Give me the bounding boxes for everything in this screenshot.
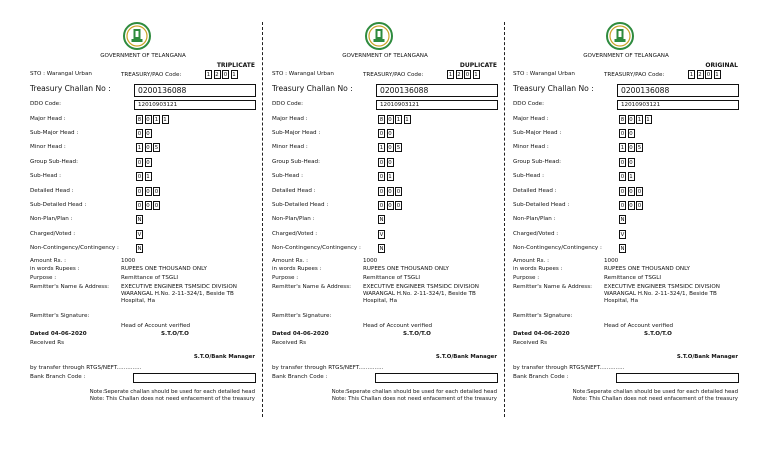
head-digit-box: 0 bbox=[154, 189, 159, 195]
head-label: Non-Plan/Plan : bbox=[272, 216, 315, 222]
challan-copy bbox=[508, 18, 744, 418]
head-code-boxes bbox=[378, 230, 387, 239]
head-digit-box: 1 bbox=[163, 117, 167, 123]
head-digit-box: 1 bbox=[629, 174, 633, 180]
challan-copy bbox=[25, 18, 261, 418]
head-label: Sub-Head : bbox=[513, 173, 544, 179]
amount-words-label: in words Rupees : bbox=[30, 266, 80, 272]
head-label: Non-Plan/Plan : bbox=[30, 216, 73, 222]
remitter-label: Remitter's Name & Address: bbox=[30, 284, 110, 290]
code-digit-box: 1 bbox=[448, 72, 453, 78]
head-digit-box: 0 bbox=[379, 160, 384, 166]
head-digit-box: 0 bbox=[379, 131, 384, 137]
head-digit-box: 0 bbox=[379, 189, 384, 195]
code-digit-box: 2 bbox=[457, 72, 461, 78]
code-digit-box: 0 bbox=[223, 72, 228, 78]
transfer-text: by transfer through RTGS/NEFT.............. bbox=[30, 365, 142, 371]
head-digit-box: 0 bbox=[388, 145, 392, 151]
head-code-boxes bbox=[619, 201, 645, 210]
cut-line bbox=[504, 22, 505, 417]
head-label: Group Sub-Head: bbox=[30, 159, 78, 165]
remitter-address-line: WARANGAL H.No. 2-11-324/1, Beside TB bbox=[121, 291, 234, 297]
head-digit-box: 0 bbox=[379, 203, 384, 209]
dated-text: Dated 04-06-2020 bbox=[513, 331, 570, 337]
head-digit-box: 1 bbox=[396, 117, 401, 123]
remitter-address-line: Hospital, Ha bbox=[363, 298, 398, 304]
head-label: Minor Head : bbox=[30, 144, 66, 150]
amount-value: 1000 bbox=[363, 258, 378, 264]
head-verified-text: Head of Account verified bbox=[121, 323, 191, 329]
head-digit-box: 0 bbox=[629, 117, 633, 123]
head-digit-box: N bbox=[620, 246, 625, 252]
code-digit-box: 0 bbox=[706, 72, 711, 78]
head-label: Sub-Detailed Head : bbox=[272, 202, 329, 208]
treasury-code-label: TREASURY/PAO Code: bbox=[363, 72, 424, 78]
head-label: Major Head : bbox=[30, 116, 66, 122]
head-code-boxes bbox=[378, 201, 404, 210]
head-digit-box: 0 bbox=[396, 189, 401, 195]
remitter-address-line: EXECUTIVE ENGINEER TSMSIDC DIVISION bbox=[121, 284, 237, 290]
head-label: Sub-Major Head : bbox=[272, 130, 321, 136]
remitter-address-line: EXECUTIVE ENGINEER TSMSIDC DIVISION bbox=[604, 284, 720, 290]
head-digit-box: 0 bbox=[137, 203, 142, 209]
amount-words-value: RUPEES ONE THOUSAND ONLY bbox=[121, 266, 207, 272]
bank-manager-label: S.T.O/Bank Manager bbox=[676, 354, 738, 360]
head-label: Detailed Head : bbox=[30, 188, 74, 194]
head-digit-box: 1 bbox=[637, 117, 642, 123]
bank-branch-label: Bank Branch Code : bbox=[272, 374, 328, 380]
head-digit-box: 1 bbox=[646, 117, 650, 123]
bank-branch-box bbox=[133, 373, 256, 383]
note-enfacement: Note: This Challan does not need enfacement of the treasury bbox=[89, 396, 255, 402]
head-digit-box: 1 bbox=[405, 117, 409, 123]
challan-number-box: 0200136088 bbox=[376, 84, 498, 97]
sto-label: STO : Warangal Urban bbox=[272, 71, 334, 77]
head-digit-box: 0 bbox=[379, 174, 384, 180]
remitter-address-line: Hospital, Ha bbox=[604, 298, 639, 304]
bank-branch-label: Bank Branch Code : bbox=[30, 374, 86, 380]
head-label: Sub-Detailed Head : bbox=[513, 202, 570, 208]
amount-words-label: in words Rupees : bbox=[513, 266, 563, 272]
ddo-code-label: DDO Code: bbox=[30, 101, 62, 107]
amount-value: 1000 bbox=[121, 258, 136, 264]
note-separate-challan: Note:Seperate challan should be used for each detailed head bbox=[331, 389, 497, 395]
note-separate-challan: Note:Seperate challan should be used for each detailed head bbox=[89, 389, 255, 395]
challan-copy bbox=[267, 18, 503, 418]
telangana-emblem-icon bbox=[606, 22, 634, 50]
ddo-code-box: 12010903121 bbox=[617, 100, 739, 110]
head-label: Non-Contingency/Contingency : bbox=[272, 245, 361, 251]
head-digit-box: 0 bbox=[637, 189, 642, 195]
challan-number-label: Treasury Challan No : bbox=[30, 84, 111, 93]
purpose-label: Purpose : bbox=[30, 275, 57, 281]
head-digit-box: 0 bbox=[154, 203, 159, 209]
head-digit-box: 0 bbox=[146, 160, 150, 166]
sto-signature-label: S.T.O/T.O bbox=[403, 331, 431, 337]
head-digit-box: 0 bbox=[620, 174, 625, 180]
dated-text: Dated 04-06-2020 bbox=[30, 331, 87, 337]
treasury-code-boxes bbox=[447, 70, 481, 79]
head-code-boxes bbox=[136, 115, 170, 124]
head-digit-box: 0 bbox=[388, 160, 392, 166]
head-code-boxes bbox=[619, 215, 628, 224]
head-digit-box: 0 bbox=[396, 203, 401, 209]
head-code-boxes bbox=[136, 215, 145, 224]
head-code-boxes bbox=[136, 230, 145, 239]
copy-type-label: DUPLICATE bbox=[459, 62, 497, 69]
head-code-boxes bbox=[619, 187, 645, 196]
remitter-address-line: EXECUTIVE ENGINEER TSMSIDC DIVISION bbox=[363, 284, 479, 290]
head-code-boxes bbox=[136, 187, 162, 196]
head-verified-text: Head of Account verified bbox=[604, 323, 674, 329]
treasury-code-label: TREASURY/PAO Code: bbox=[121, 72, 182, 78]
code-digit-box: 1 bbox=[715, 72, 719, 78]
head-code-boxes bbox=[619, 172, 636, 181]
treasury-code-boxes bbox=[205, 70, 239, 79]
head-code-boxes bbox=[136, 129, 153, 138]
remitter-address-line: Hospital, Ha bbox=[121, 298, 156, 304]
head-label: Non-Contingency/Contingency : bbox=[513, 245, 602, 251]
sto-label: STO : Warangal Urban bbox=[30, 71, 92, 77]
head-digit-box: 0 bbox=[137, 174, 142, 180]
copy-type-label: ORIGINAL bbox=[705, 62, 738, 69]
head-digit-box: 0 bbox=[146, 189, 150, 195]
head-digit-box: 1 bbox=[154, 117, 159, 123]
amount-label: Amount Rs. : bbox=[513, 258, 550, 264]
head-label: Minor Head : bbox=[272, 144, 308, 150]
head-label: Sub-Head : bbox=[272, 173, 303, 179]
amount-label: Amount Rs. : bbox=[30, 258, 67, 264]
purpose-value: Remittance of TSGLI bbox=[121, 275, 178, 281]
code-digit-box: 1 bbox=[206, 72, 211, 78]
purpose-label: Purpose : bbox=[272, 275, 299, 281]
head-code-boxes bbox=[378, 115, 412, 124]
head-code-boxes bbox=[378, 244, 387, 253]
head-digit-box: 0 bbox=[388, 117, 392, 123]
head-digit-box: 0 bbox=[146, 117, 150, 123]
ddo-code-box: 12010903121 bbox=[376, 100, 498, 110]
amount-value: 1000 bbox=[604, 258, 619, 264]
purpose-value: Remittance of TSGLI bbox=[363, 275, 420, 281]
head-digit-box: 0 bbox=[629, 189, 633, 195]
ddo-code-label: DDO Code: bbox=[513, 101, 545, 107]
government-title: GOVERNMENT OF TELANGANA bbox=[583, 53, 669, 59]
head-label: Charged/Voted : bbox=[272, 231, 318, 237]
head-digit-box: 0 bbox=[388, 131, 392, 137]
head-digit-box: 0 bbox=[620, 189, 625, 195]
challan-number-label: Treasury Challan No : bbox=[513, 84, 594, 93]
head-label: Group Sub-Head: bbox=[272, 159, 320, 165]
government-title: GOVERNMENT OF TELANGANA bbox=[100, 53, 186, 59]
head-digit-box: 1 bbox=[379, 145, 384, 151]
head-digit-box: 5 bbox=[154, 145, 159, 151]
head-digit-box: 0 bbox=[620, 203, 625, 209]
head-digit-box: 0 bbox=[629, 145, 633, 151]
head-digit-box: N bbox=[620, 217, 625, 223]
bank-branch-box bbox=[375, 373, 498, 383]
head-digit-box: 0 bbox=[629, 131, 633, 137]
head-digit-box: V bbox=[620, 232, 625, 238]
amount-label: Amount Rs. : bbox=[272, 258, 309, 264]
ddo-code-label: DDO Code: bbox=[272, 101, 304, 107]
bank-branch-label: Bank Branch Code : bbox=[513, 374, 569, 380]
telangana-emblem-icon bbox=[365, 22, 393, 50]
head-digit-box: N bbox=[379, 246, 384, 252]
head-label: Charged/Voted : bbox=[30, 231, 76, 237]
head-code-boxes bbox=[378, 187, 404, 196]
remitter-signature-label: Remitter's Signature: bbox=[272, 313, 332, 319]
head-code-boxes bbox=[619, 143, 645, 152]
head-code-boxes bbox=[136, 201, 162, 210]
head-code-boxes bbox=[378, 158, 395, 167]
received-label: Received Rs bbox=[30, 340, 65, 346]
dated-text: Dated 04-06-2020 bbox=[272, 331, 329, 337]
government-title: GOVERNMENT OF TELANGANA bbox=[342, 53, 428, 59]
head-code-boxes bbox=[619, 115, 653, 124]
head-digit-box: N bbox=[379, 217, 384, 223]
head-code-boxes bbox=[378, 143, 404, 152]
transfer-text: by transfer through RTGS/NEFT.............. bbox=[513, 365, 625, 371]
head-code-boxes bbox=[378, 129, 395, 138]
head-digit-box: 5 bbox=[637, 145, 642, 151]
head-label: Group Sub-Head: bbox=[513, 159, 561, 165]
remitter-label: Remitter's Name & Address: bbox=[272, 284, 352, 290]
head-code-boxes bbox=[619, 244, 628, 253]
head-digit-box: 1 bbox=[146, 174, 150, 180]
head-digit-box: 0 bbox=[146, 131, 150, 137]
head-label: Major Head : bbox=[513, 116, 549, 122]
head-digit-box: V bbox=[137, 232, 142, 238]
remitter-signature-label: Remitter's Signature: bbox=[30, 313, 90, 319]
head-code-boxes bbox=[378, 215, 387, 224]
head-digit-box: 5 bbox=[396, 145, 401, 151]
challan-number-label: Treasury Challan No : bbox=[272, 84, 353, 93]
treasury-code-boxes bbox=[688, 70, 722, 79]
head-code-boxes bbox=[136, 172, 153, 181]
bank-manager-label: S.T.O/Bank Manager bbox=[435, 354, 497, 360]
note-enfacement: Note: This Challan does not need enfacement of the treasury bbox=[331, 396, 497, 402]
note-enfacement: Note: This Challan does not need enfacement of the treasury bbox=[572, 396, 738, 402]
head-digit-box: 0 bbox=[388, 203, 392, 209]
treasury-code-label: TREASURY/PAO Code: bbox=[604, 72, 665, 78]
head-digit-box: 1 bbox=[388, 174, 392, 180]
head-digit-box: N bbox=[137, 246, 142, 252]
head-digit-box: 1 bbox=[137, 145, 142, 151]
sto-signature-label: S.T.O/T.O bbox=[161, 331, 189, 337]
head-label: Non-Contingency/Contingency : bbox=[30, 245, 119, 251]
code-digit-box: 1 bbox=[474, 72, 478, 78]
amount-words-value: RUPEES ONE THOUSAND ONLY bbox=[363, 266, 449, 272]
head-label: Minor Head : bbox=[513, 144, 549, 150]
head-label: Charged/Voted : bbox=[513, 231, 559, 237]
purpose-label: Purpose : bbox=[513, 275, 540, 281]
amount-words-label: in words Rupees : bbox=[272, 266, 322, 272]
head-digit-box: V bbox=[379, 232, 384, 238]
head-digit-box: 0 bbox=[637, 203, 642, 209]
received-label: Received Rs bbox=[513, 340, 548, 346]
head-label: Major Head : bbox=[272, 116, 308, 122]
head-label: Sub-Major Head : bbox=[513, 130, 562, 136]
challan-number-box: 0200136088 bbox=[617, 84, 739, 97]
bank-manager-label: S.T.O/Bank Manager bbox=[193, 354, 255, 360]
received-label: Received Rs bbox=[272, 340, 307, 346]
head-digit-box: N bbox=[137, 217, 142, 223]
amount-words-value: RUPEES ONE THOUSAND ONLY bbox=[604, 266, 690, 272]
head-label: Non-Plan/Plan : bbox=[513, 216, 556, 222]
head-code-boxes bbox=[136, 143, 162, 152]
head-digit-box: 1 bbox=[620, 145, 625, 151]
code-digit-box: 0 bbox=[465, 72, 470, 78]
ddo-code-box: 12010903121 bbox=[134, 100, 256, 110]
head-code-boxes bbox=[378, 172, 395, 181]
head-digit-box: 0 bbox=[146, 145, 150, 151]
head-digit-box: 8 bbox=[620, 117, 625, 123]
head-digit-box: 0 bbox=[620, 131, 625, 137]
head-digit-box: 0 bbox=[629, 203, 633, 209]
head-label: Sub-Head : bbox=[30, 173, 61, 179]
purpose-value: Remittance of TSGLI bbox=[604, 275, 661, 281]
head-code-boxes bbox=[619, 230, 628, 239]
code-digit-box: 2 bbox=[215, 72, 219, 78]
head-label: Detailed Head : bbox=[272, 188, 316, 194]
remitter-address-line: WARANGAL H.No. 2-11-324/1, Beside TB bbox=[363, 291, 476, 297]
remitter-signature-label: Remitter's Signature: bbox=[513, 313, 573, 319]
remitter-address-line: WARANGAL H.No. 2-11-324/1, Beside TB bbox=[604, 291, 717, 297]
head-digit-box: 0 bbox=[629, 160, 633, 166]
note-separate-challan: Note:Seperate challan should be used for each detailed head bbox=[572, 389, 738, 395]
head-label: Sub-Major Head : bbox=[30, 130, 79, 136]
head-code-boxes bbox=[136, 158, 153, 167]
head-digit-box: 0 bbox=[137, 189, 142, 195]
head-code-boxes bbox=[136, 244, 145, 253]
head-digit-box: 8 bbox=[137, 117, 142, 123]
head-label: Sub-Detailed Head : bbox=[30, 202, 87, 208]
head-digit-box: 0 bbox=[388, 189, 392, 195]
challan-number-box: 0200136088 bbox=[134, 84, 256, 97]
transfer-text: by transfer through RTGS/NEFT.............. bbox=[272, 365, 384, 371]
head-code-boxes bbox=[619, 158, 636, 167]
sto-label: STO : Warangal Urban bbox=[513, 71, 575, 77]
cut-line bbox=[262, 22, 263, 417]
code-digit-box: 2 bbox=[698, 72, 702, 78]
sto-signature-label: S.T.O/T.O bbox=[644, 331, 672, 337]
copy-type-label: TRIPLICATE bbox=[216, 62, 255, 69]
code-digit-box: 1 bbox=[689, 72, 694, 78]
head-label: Detailed Head : bbox=[513, 188, 557, 194]
head-digit-box: 0 bbox=[137, 160, 142, 166]
head-verified-text: Head of Account verified bbox=[363, 323, 433, 329]
code-digit-box: 1 bbox=[232, 72, 236, 78]
bank-branch-box bbox=[616, 373, 739, 383]
telangana-emblem-icon bbox=[123, 22, 151, 50]
head-digit-box: 0 bbox=[620, 160, 625, 166]
head-code-boxes bbox=[619, 129, 636, 138]
head-digit-box: 8 bbox=[379, 117, 384, 123]
head-digit-box: 0 bbox=[146, 203, 150, 209]
head-digit-box: 0 bbox=[137, 131, 142, 137]
remitter-label: Remitter's Name & Address: bbox=[513, 284, 593, 290]
